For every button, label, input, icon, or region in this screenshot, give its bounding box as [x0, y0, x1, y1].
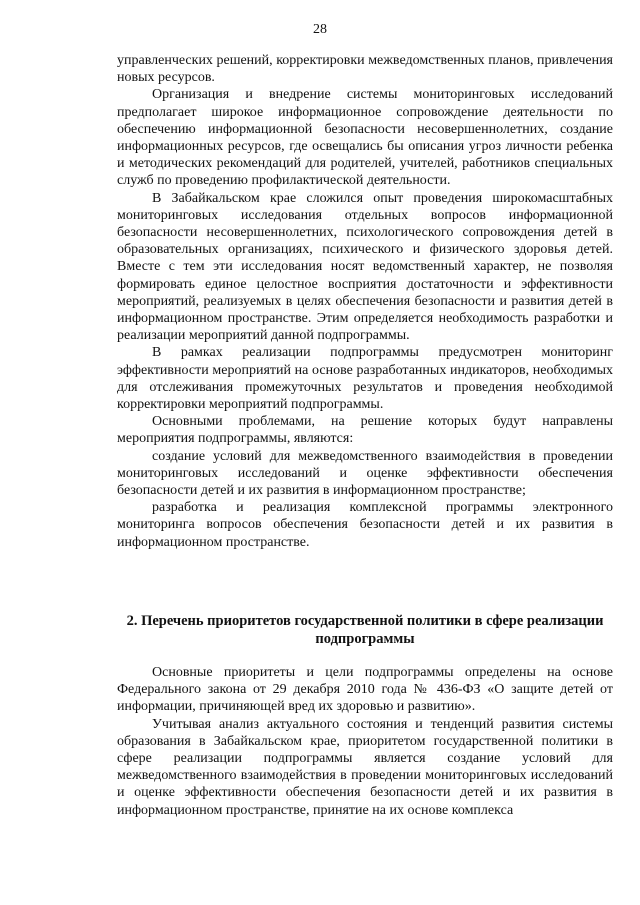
paragraph-efficiency-monitoring: В рамках реализации подпрограммы предусмотрен мониторинг эффективности мероприятий на основе разработанных индикаторов, необходимых для отслеживания промежуточных результатов и проведения необходимой корректировки мероприятий подпрограммы. — [117, 345, 613, 413]
list-item-interagency-conditions: создание условий для межведомственного взаимодействия в проведении мониторинговых исследований и оценке эффективности обеспечения безопасности детей и их развития в информационном пространстве; — [117, 448, 613, 499]
body-text-section-1 — [117, 52, 613, 551]
page-number: 28 — [313, 22, 327, 37]
paragraph-zabaikalsky-experience: В Забайкальском крае сложился опыт проведения широкомасштабных мониторинговых исследования отдельных вопросов информационной безопасности несовершеннолетних, психологического сопровождения детей в образовательных организациях, психического и физического здоровья детей. Вместе с тем эти исследования носят ведомственный характер, не позволяя формировать единое целостное восприятия достаточности и эффективности мероприятий, реализуемых в целях обеспечения безопасности и развития детей в информационном пространстве. Этим определяется необходимость разработки и реализации мероприятий данной подпрограммы. — [117, 190, 613, 344]
paragraph-state-policy-priority: Учитывая анализ актуального состояния и тенденций развития системы образования в Забайкальском крае, приоритетом государственной политики в сфере реализации подпрограммы является создание условий для межведомственного взаимодействия в проведении мониторинговых исследований и оценке эффективности обеспечения безопасности детей и их развития в информационном пространстве, принятие на их основе комплекса — [117, 716, 613, 818]
paragraph-monitoring-system: Организация и внедрение системы мониторинговых исследований предполагает широкое информационное сопровождение деятельности по обеспечению информационной безопасности несовершеннолетних, создание информационных ресурсов, где освещались бы описания угроз личности ребенка и методических рекомендаций для родителей, учителей, работников специальных служб по проведению профилактической деятельности. — [117, 87, 613, 189]
paragraph-main-problems: Основными проблемами, на решение которых будут направлены мероприятия подпрограммы, являются: — [117, 414, 613, 447]
paragraph-continued: управленческих решений, корректировки межведомственных планов, привлечения новых ресурсов. — [117, 53, 613, 86]
list-item-electronic-monitoring: разработка и реализация комплексной программы электронного мониторинга вопросов обеспечения безопасности детей и их развития в информационном пространстве. — [117, 500, 613, 550]
section-heading-priorities: 2. Перечень приоритетов государственной политики в сфере реализации подпрограммы — [126, 613, 604, 647]
body-text-section-2 — [117, 664, 613, 819]
paragraph-federal-law: Основные приоритеты и цели подпрограммы определены на основе Федерального закона от 29 декабря 2010 года № 436-ФЗ «О защите детей от информации, причиняющей вред их здоровью и развитию». — [117, 665, 613, 715]
